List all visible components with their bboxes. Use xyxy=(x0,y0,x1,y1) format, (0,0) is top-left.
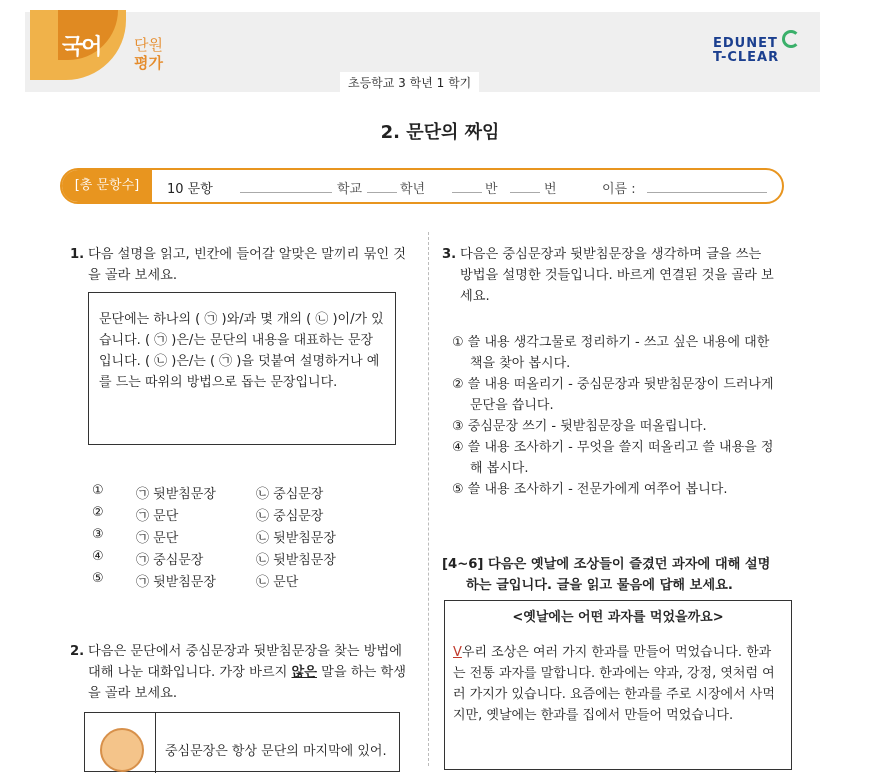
subject-logo: 국어 xyxy=(62,35,101,60)
q3-number: 3. xyxy=(442,247,457,262)
q3-text: 다음은 중심문장과 뒷받침문장을 생각하며 글을 쓰는 방법을 설명한 것들입니다. 바르게 연결된 것을 골라 보세요. xyxy=(460,247,774,304)
total-count: 10 문항 xyxy=(167,182,213,197)
option-a: ㉠ 뒷받침문장 xyxy=(136,487,216,502)
q2-text-after: 말을 하는 학생을 골라 보세요. xyxy=(88,665,406,701)
class-label: 반 xyxy=(485,182,498,197)
q3-item-5[interactable]: ⑤ 쓸 내용 조사하기 - 전문가에게 여쭈어 봅니다. xyxy=(452,482,728,497)
summary-bar xyxy=(60,168,784,204)
q1-text: 다음 설명을 읽고, 빈칸에 들어갈 알맞은 말끼리 묶인 것을 골라 보세요. xyxy=(88,247,406,283)
blank-line xyxy=(510,192,540,193)
blank-line xyxy=(452,192,482,193)
q2-text-before: 다음은 문단에서 중심문장과 뒷받침문장을 찾는 방법에 대해 나눈 대화입니다. 가장 바르지 xyxy=(88,644,402,680)
option-b: ㉡ 뒷받침문장 xyxy=(256,553,336,568)
q3-item-2[interactable]: ② 쓸 내용 떠올리기 - 중심문장과 뒷받침문장이 드러나게 문단을 씁니다. xyxy=(452,377,774,413)
grade-label: 학년 xyxy=(400,182,426,197)
option-number: ② xyxy=(92,505,104,520)
option-b: ㉡ 중심문장 xyxy=(256,487,324,502)
column-divider xyxy=(428,232,429,766)
grade-semester: 초등학교 3 학년 1 학기 xyxy=(340,72,479,93)
number-label: 번 xyxy=(544,182,557,197)
evaluation-label: 평가 xyxy=(134,54,163,72)
option-number: ① xyxy=(92,483,104,498)
q46-heading: [4~6] 다음은 옛날에 조상들이 즐겼던 과자에 대해 설명하는 글입니다. 글을 읽고 물음에 답해 보세요. xyxy=(442,557,771,593)
passage-title: <옛날에는 어떤 과자를 먹었을까요> xyxy=(512,610,724,625)
brand-arc-icon xyxy=(782,30,800,48)
option-a: ㉠ 문단 xyxy=(136,531,179,546)
q46-passage-box xyxy=(444,600,792,770)
dialog-statement-1: 중심문장은 항상 문단의 마지막에 있어. xyxy=(165,744,387,759)
q3-item-3[interactable]: ③ 중심문장 쓰기 - 뒷받침문장을 떠올립니다. xyxy=(452,419,707,434)
brand-line2: T-CLEAR xyxy=(713,50,780,65)
paragraph-text: 우리 조상은 여러 가지 한과를 만들어 먹었습니다. 한과는 전통 과자를 말합니다. 한과에는 약과, 강정, 엿처럼 여러 가지가 있습니다. 요즘에는 한과를 주로 시장에서 사먹지만, 옛날에는 한과를 집에서 만들어 먹었습니다. xyxy=(453,645,775,723)
unit-label: 단원 xyxy=(134,36,163,54)
q3-item-1[interactable]: ① 쓸 내용 생각그물로 정리하기 - 쓰고 싶은 내용에 대한 책을 찾아 봅시다. xyxy=(452,335,770,371)
q2-emphasis: 않은 xyxy=(291,665,317,680)
student-avatar xyxy=(100,728,144,772)
q3-list xyxy=(452,332,777,500)
total-label: [총 문항수] xyxy=(62,170,152,202)
blank-line xyxy=(367,192,397,193)
name-label: 이름 : xyxy=(602,182,636,197)
option-a: ㉠ 문단 xyxy=(136,509,179,524)
q1-box: 문단에는 하나의 ( ㉠ )와/과 몇 개의 ( ㉡ )이/가 있습니다. ( ㉠ )은/는 문단의 내용을 대표하는 문장입니다. ( ㉡ )은/는 ( ㉠ )을 덧붙여 설명하거나 예를 드는 따위의 방법으로 돕는 문장입니다. xyxy=(88,292,396,445)
option-a: ㉠ 중심문장 xyxy=(136,553,204,568)
name-blank xyxy=(647,192,767,193)
option-b: ㉡ 중심문장 xyxy=(256,509,324,524)
blank-line xyxy=(240,192,332,193)
option-b: ㉡ 문단 xyxy=(256,575,299,590)
q2-text xyxy=(88,641,406,704)
option-number: ⑤ xyxy=(92,571,104,586)
dialog-divider xyxy=(155,713,156,773)
option-b: ㉡ 뒷받침문장 xyxy=(256,531,336,546)
option-a: ㉠ 뒷받침문장 xyxy=(136,575,216,590)
option-number: ④ xyxy=(92,549,104,564)
q3-item-4[interactable]: ④ 쓸 내용 조사하기 - 무엇을 쓸지 떠올리고 쓸 내용을 정해 봅시다. xyxy=(452,440,774,476)
q2-number: 2. xyxy=(70,644,85,659)
brand-line1: EDUNET xyxy=(713,36,778,51)
school-label: 학교 xyxy=(337,182,363,197)
brand-logo xyxy=(713,37,779,65)
q1-number: 1. xyxy=(70,247,85,262)
page-title: 2. 문단의 짜임 xyxy=(380,122,500,143)
option-number: ③ xyxy=(92,527,104,542)
paragraph-mark: V xyxy=(453,645,462,660)
passage-paragraph xyxy=(453,642,783,726)
